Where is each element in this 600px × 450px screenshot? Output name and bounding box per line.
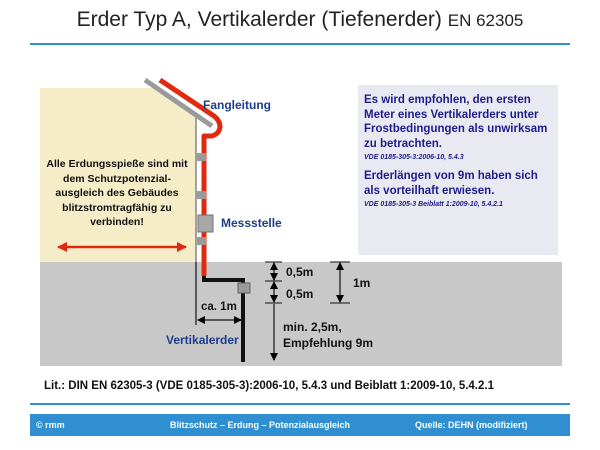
connection-clamp xyxy=(238,283,250,293)
dim-label-total: 1m xyxy=(353,276,371,290)
info-ref-frost: VDE 0185-305-3:2006-10, 5.4.3 xyxy=(364,154,464,161)
footer-bar xyxy=(30,414,570,436)
info-box xyxy=(358,85,558,255)
footer-topic: Blitzschutz – Erdung – Potenzialausgleich xyxy=(170,420,351,430)
dim-label-top: 0,5m xyxy=(286,265,314,279)
dim-label-length-2: Empfehlung 9m xyxy=(283,336,374,350)
wall-clamp-3 xyxy=(197,237,206,245)
info-text-frost: Es wird empfohlen, den ersten Meter eines Vertikalerders unter Frostbedingungen als unwirksam zu betrachten. xyxy=(364,94,548,150)
title-standard: EN 62305 xyxy=(447,11,524,30)
label-vertical-electrode: Vertikalerder xyxy=(166,333,239,347)
wall-clamp-1 xyxy=(197,153,206,161)
bottom-divider xyxy=(30,403,570,405)
footer-copyright: © rmm xyxy=(36,420,65,430)
footer-source: Quelle: DEHN (modifiziert) xyxy=(415,420,528,430)
info-text-length: Erderlängen von 9m haben sich als vorteilhaft erwiesen. xyxy=(364,170,538,197)
literature-reference: Lit.: DIN EN 62305-3 (VDE 0185-305-3):2006-10, 5.4.3 und Beiblatt 1:2009-10, 5.4.2.1 xyxy=(44,380,494,392)
label-air-termination: Fangleitung xyxy=(203,98,271,112)
bonding-note: Alle Erdungsspieße sind mit dem Schutzpotenzial-ausgleich des Gebäudes blitzstromtragfähig zu verbinden! xyxy=(46,158,188,228)
wall-clamp-2 xyxy=(197,191,206,199)
dim-label-distance: ca. 1m xyxy=(201,301,237,313)
dim-label-second: 0,5m xyxy=(286,287,314,301)
dim-label-length-1: min. 2,5m, xyxy=(283,320,342,334)
title-main: Erder Typ A, Vertikalerder (Tiefenerder) xyxy=(76,8,442,31)
info-ref-length: VDE 0185-305-3 Beiblatt 1:2009-10, 5.4.2.1 xyxy=(364,201,503,208)
test-joint-box xyxy=(198,215,213,232)
label-test-joint: Messstelle xyxy=(221,216,282,230)
